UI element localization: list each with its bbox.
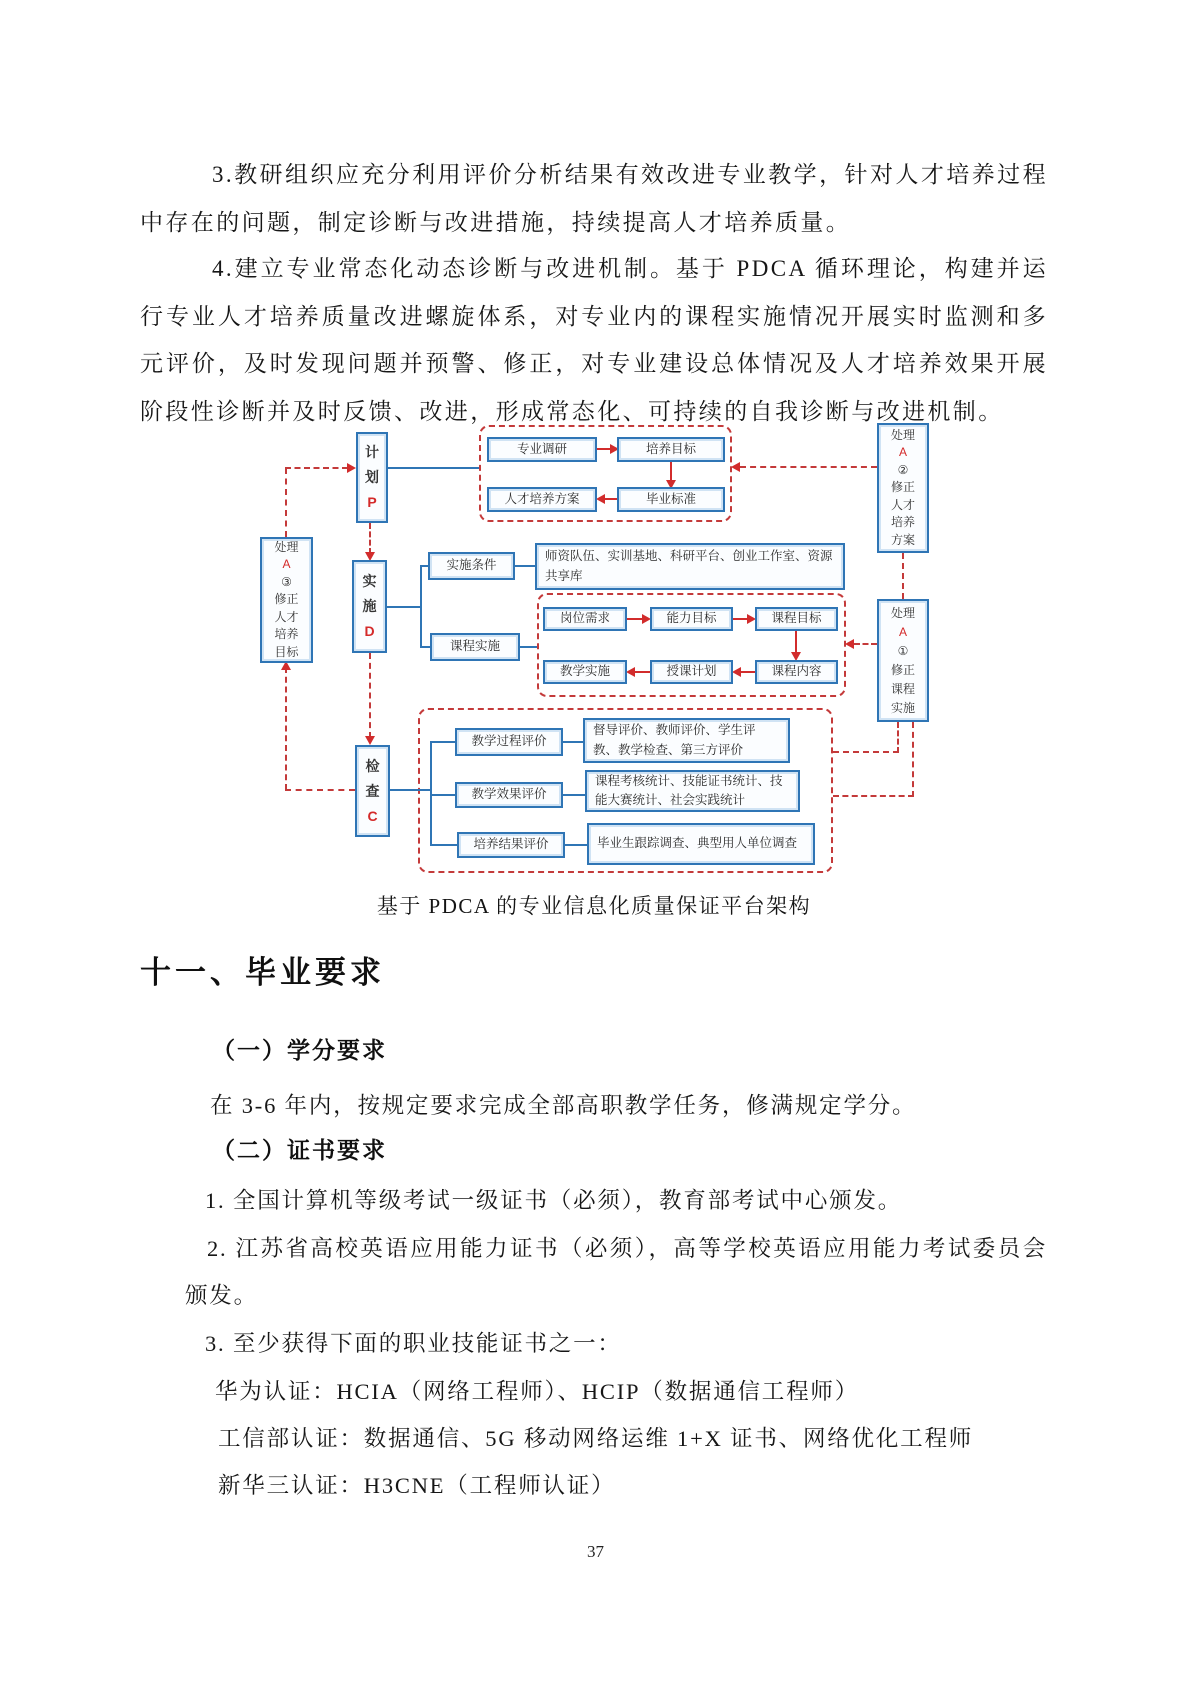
check-box <box>355 745 390 837</box>
act1-title: 处理 <box>890 605 915 620</box>
cert-miit: 工信部认证：数据通信、5G 移动网络运维 1+X 证书、网络优化工程师 <box>218 1426 974 1451</box>
connector-check-stub <box>390 789 430 791</box>
act3-title: 处理 <box>274 539 299 554</box>
connector-course-group <box>520 646 537 648</box>
plan-letter: P <box>367 494 377 510</box>
arrow-content-lesson <box>740 671 755 673</box>
course-impl-box: 课程实施 <box>430 633 520 661</box>
cert-h3c: 新华三认证：H3CNE（工程师认证） <box>218 1473 616 1498</box>
connector-cond-resources <box>515 565 535 567</box>
arrow-goal-standard <box>670 462 672 481</box>
dashed-act2-to-plangroup <box>740 466 877 468</box>
dashed-act3-to-plan <box>285 467 348 469</box>
plan-char1: 计 <box>365 444 379 460</box>
connector-e2-r2 <box>563 794 585 796</box>
connector-e3-r3 <box>565 844 587 846</box>
act3-letter: A <box>282 557 291 572</box>
eval-outcome-box: 培养结果评价 <box>457 832 565 858</box>
plan-char2: 划 <box>365 469 379 485</box>
do-char1: 实 <box>362 573 377 589</box>
act1-letter: A <box>898 624 907 639</box>
credit-requirement-text: 在 3-6 年内，按规定要求完成全部高职教学任务，修满规定学分。 <box>210 1093 917 1118</box>
act2-box <box>877 423 929 553</box>
plan-box <box>356 432 388 523</box>
arrowhead-down-icon <box>365 736 375 745</box>
connector-check-e3 <box>430 844 457 846</box>
post-box: 岗位需求 <box>543 607 627 631</box>
act2-title: 处理 <box>890 427 915 442</box>
lesson-box: 授课计划 <box>650 660 733 684</box>
act3-line1: 修正 <box>274 592 299 607</box>
result-outcome-box: 毕业生跟踪调查、典型用人单位调查 <box>587 823 815 865</box>
survey-box: 专业调研 <box>487 437 597 462</box>
resources-box: 师资队伍、实训基地、科研平台、创业工作室、资源共享库 <box>535 543 845 590</box>
dashed-act3-up <box>285 468 287 537</box>
act3-line3: 培养 <box>274 627 299 642</box>
subsection-credit-heading: （一）学分要求 <box>212 1037 387 1063</box>
act2-letter: A <box>898 445 907 460</box>
result-process-box: 督导评价、教师评价、学生评教、教学检查、第三方评价 <box>583 718 790 763</box>
dashed-plan-to-do <box>369 523 371 554</box>
act3-num: ③ <box>281 574 292 589</box>
act1-line3: 实施 <box>890 700 915 715</box>
do-letter: D <box>364 623 375 639</box>
eval-process-box: 教学过程评价 <box>455 728 563 756</box>
cert-item-2: 2. 江苏省高校英语应用能力证书（必须），高等学校英语应用能力考试委员会颁发。 <box>185 1236 1047 1308</box>
connector-do-branch <box>420 565 422 648</box>
cert-item-3: 3. 至少获得下面的职业技能证书之一： <box>205 1331 622 1356</box>
arrowhead-left-icon <box>845 639 854 649</box>
act2-line4: 方案 <box>890 532 915 547</box>
act2-line3: 培养 <box>890 515 915 530</box>
subsection-cert-heading: （二）证书要求 <box>212 1137 387 1163</box>
arrowhead-left-icon <box>732 667 741 677</box>
arrowhead-left-icon <box>731 462 740 472</box>
act1-line1: 修正 <box>890 662 915 677</box>
dashed-act1-stub1-h <box>833 751 899 753</box>
connector-check-branch <box>430 741 432 845</box>
course-goal-box: 课程目标 <box>755 607 838 631</box>
do-char2: 施 <box>362 598 377 614</box>
paragraph-4: 4.建立专业常态化动态诊断与改进机制。基于 PDCA 循环理论，构建并运行专业人才培养质量改进螺旋体系，对专业内的课程实施情况开展实时监测和多元评价，及时发现问题并预警、修正，对专业建设总体情况及人才培养效果开展阶段性诊断并及时反馈、改进，形成常态化、可持续的自我诊断与改进机制。 <box>140 256 1048 424</box>
connector-check-e2 <box>430 794 455 796</box>
scheme-box: 人才培养方案 <box>487 487 597 512</box>
goal-box: 培养目标 <box>617 437 725 462</box>
connector-check-e1 <box>430 741 455 743</box>
arrow-survey-goal <box>597 448 611 450</box>
arrowhead-left-icon <box>596 494 605 504</box>
diagram-caption: 基于 PDCA 的专业信息化质量保证平台架构 <box>376 894 812 918</box>
cert-item-1: 1. 全国计算机等级考试一级证书（必须），教育部考试中心颁发。 <box>205 1188 903 1213</box>
dashed-act1-stub1-v <box>897 722 899 753</box>
dashed-check-left <box>285 789 355 791</box>
connector-do-stub <box>387 606 420 608</box>
dashed-act1-to-coursegroup <box>854 643 877 645</box>
eval-effect-box: 教学效果评价 <box>455 782 563 808</box>
standard-box: 毕业标准 <box>617 487 725 512</box>
check-letter: C <box>367 807 378 824</box>
arrowhead-right-icon <box>347 463 356 473</box>
pdca-diagram <box>230 415 940 885</box>
teach-box: 教学实施 <box>543 660 627 684</box>
do-box <box>352 560 387 653</box>
act2-num: ② <box>897 462 909 477</box>
act1-box <box>877 599 929 722</box>
act3-line4: 目标 <box>274 644 299 659</box>
result-effect-box: 课程考核统计、技能证书统计、技能大赛统计、社会实践统计 <box>585 770 800 812</box>
dashed-act2-act1 <box>902 553 904 599</box>
paragraph-3: 3.教研组织应充分利用评价分析结果有效改进专业教学，针对人才培养过程中存在的问题，制定诊断与改进措施，持续提高人才培养质量。 <box>140 162 1048 235</box>
section-heading: 十一、毕业要求 <box>140 955 385 990</box>
condition-box: 实施条件 <box>428 552 515 580</box>
dashed-do-to-check <box>369 653 371 738</box>
act3-line2: 人才 <box>274 609 299 624</box>
act2-line1: 修正 <box>890 480 915 495</box>
check-char1: 检 <box>365 757 380 774</box>
arrowhead-left-icon <box>626 667 635 677</box>
content-box: 课程内容 <box>755 660 838 684</box>
act1-line2: 课程 <box>890 681 915 696</box>
act2-line2: 人才 <box>890 497 915 512</box>
arrow-coursegoal-content <box>795 631 797 654</box>
dashed-act1-stub2-h <box>833 795 914 797</box>
cert-huawei: 华为认证：HCIA（网络工程师）、HCIP（数据通信工程师） <box>215 1379 860 1404</box>
dashed-check-to-act3 <box>285 667 287 790</box>
dashed-act1-stub2-v <box>912 722 914 797</box>
arrow-lesson-teach <box>634 671 650 673</box>
page-number: 37 <box>587 1542 604 1561</box>
arrow-standard-scheme <box>604 498 618 500</box>
connector-plan-to-group <box>388 467 479 469</box>
act3-box <box>260 537 313 663</box>
act1-num: ① <box>897 643 909 658</box>
connector-e1-r1 <box>563 741 583 743</box>
check-char2: 查 <box>365 782 380 799</box>
ability-box: 能力目标 <box>650 607 733 631</box>
